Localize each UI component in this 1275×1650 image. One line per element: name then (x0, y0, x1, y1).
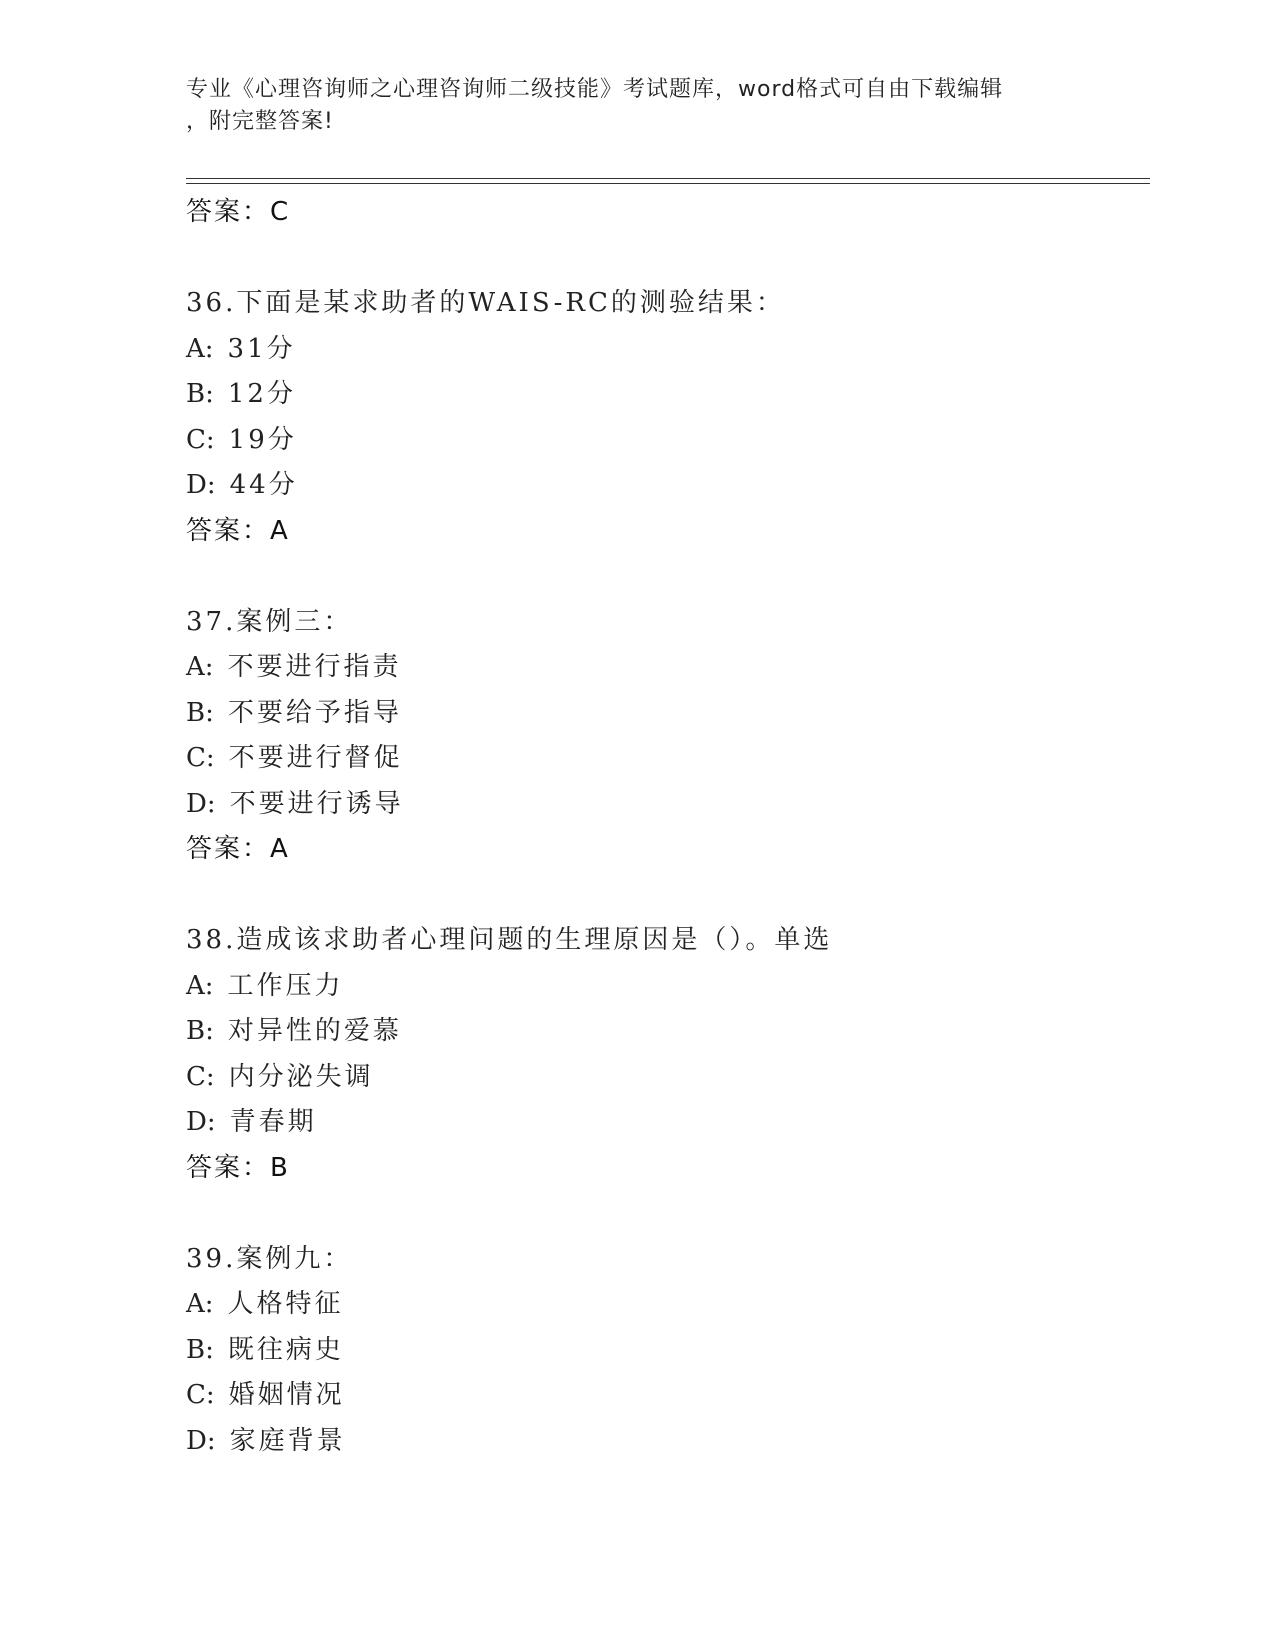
option-letter: B: (186, 379, 214, 409)
header-line-1: 专业《心理咨询师之心理咨询师二级技能》考试题库，word格式可自由下载编辑 (186, 77, 1004, 102)
answer-line: 答案：A (186, 515, 290, 546)
question-39 (186, 1237, 1146, 1465)
option-text: 不要进行诱导 (229, 788, 404, 819)
option-text: 工作压力 (227, 970, 344, 1001)
option-letter: C: (186, 1380, 215, 1410)
header-divider-top (186, 178, 1150, 179)
option-text: 44分 (229, 470, 298, 500)
question-title: 37.案例三： (186, 606, 353, 637)
option-letter: D: (186, 1425, 216, 1456)
question-title: 38.造成该求助者心理问题的生理原因是（）。单选 (186, 925, 833, 955)
option-a (186, 645, 1146, 691)
option-a (186, 964, 1146, 1010)
option-d (186, 463, 1146, 509)
question-title: 36.下面是某求助者的WAIS-RC的测验结果： (186, 288, 785, 318)
option-letter: A: (186, 333, 214, 364)
question-36 (186, 281, 1146, 554)
option-text: 31分 (227, 333, 296, 364)
option-letter: B: (186, 1016, 214, 1046)
option-text: 不要给予指导 (227, 697, 402, 728)
question-list (186, 190, 1146, 1464)
option-letter: D: (186, 1107, 216, 1137)
spacer (186, 235, 1146, 281)
option-text: 人格特征 (227, 1289, 344, 1319)
option-text: 内分泌失调 (228, 1061, 374, 1092)
option-text: 不要进行指责 (227, 652, 402, 682)
option-c (186, 736, 1146, 782)
option-text: 既往病史 (227, 1334, 344, 1365)
option-a (186, 327, 1146, 373)
option-b (186, 372, 1146, 418)
spacer (186, 872, 1146, 918)
header-divider-bottom (186, 183, 1150, 184)
option-letter: D: (186, 788, 216, 819)
answer-line: 答案：A (186, 834, 290, 864)
header-line-2: ，附完整答案! (186, 109, 334, 134)
option-letter: A: (186, 652, 214, 682)
question-title: 39.案例九： (186, 1243, 353, 1274)
option-letter: C: (186, 743, 215, 773)
option-text: 对异性的爱慕 (227, 1016, 402, 1046)
option-text: 12分 (227, 379, 296, 409)
option-a (186, 1282, 1146, 1328)
option-text: 19分 (228, 424, 297, 455)
spacer (186, 1191, 1146, 1237)
answer-line: 答案：B (186, 1152, 290, 1183)
option-text: 青春期 (229, 1107, 317, 1137)
answer-line: 答案：C (186, 197, 291, 227)
spacer (186, 554, 1146, 600)
option-d (186, 1100, 1146, 1146)
option-d (186, 782, 1146, 828)
option-d (186, 1419, 1146, 1465)
document-header (186, 74, 1066, 138)
option-text: 不要进行督促 (228, 743, 403, 773)
option-letter: B: (186, 1334, 214, 1365)
question-38 (186, 918, 1146, 1191)
option-c (186, 1373, 1146, 1419)
option-letter: A: (186, 970, 214, 1001)
option-letter: D: (186, 470, 216, 500)
option-text: 家庭背景 (229, 1425, 346, 1456)
option-letter: C: (186, 1061, 215, 1092)
option-b (186, 1328, 1146, 1374)
option-letter: C: (186, 424, 215, 455)
option-b (186, 691, 1146, 737)
option-letter: A: (186, 1289, 214, 1319)
question-37 (186, 600, 1146, 873)
option-c (186, 1055, 1146, 1101)
option-text: 婚姻情况 (228, 1380, 345, 1410)
option-b (186, 1009, 1146, 1055)
option-letter: B: (186, 697, 214, 728)
option-c (186, 418, 1146, 464)
